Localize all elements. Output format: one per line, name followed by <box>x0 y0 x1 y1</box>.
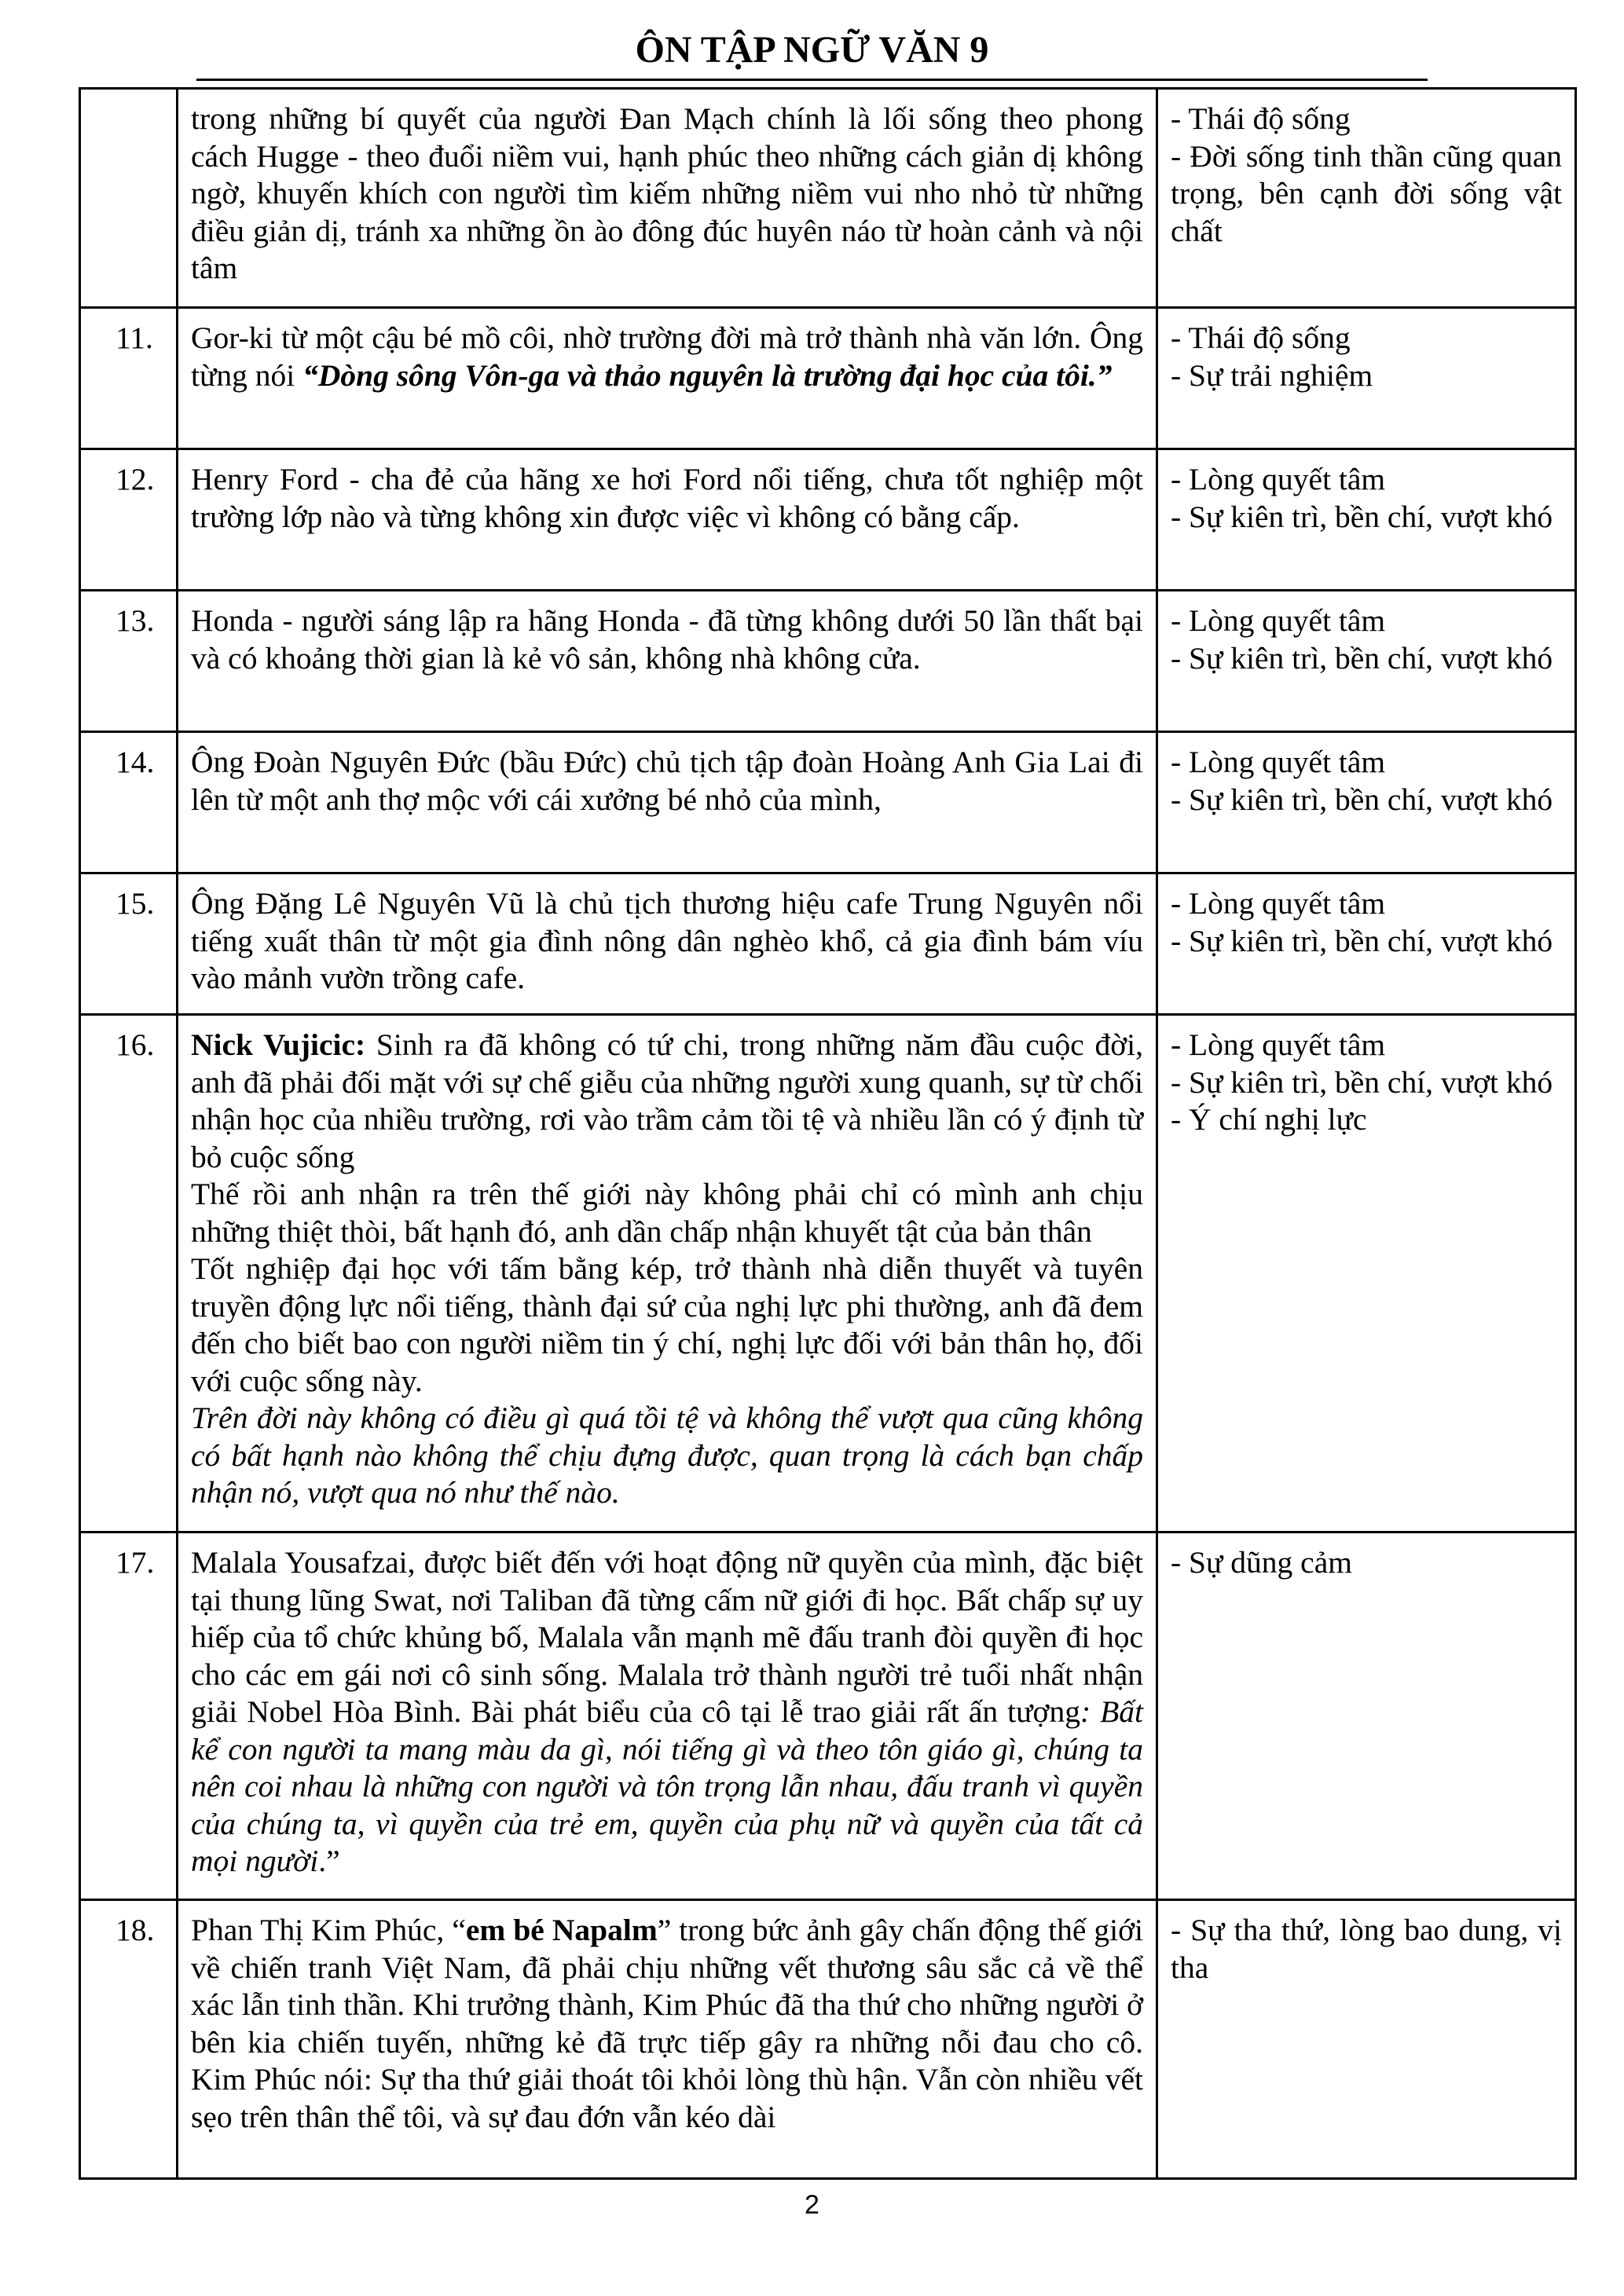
theme-cell <box>1157 449 1576 591</box>
theme-item: - Sự kiên trì, bền chí, vượt khó <box>1171 640 1553 676</box>
example-content: Ông Đặng Lê Nguyên Vũ là chủ tịch thương hiệu cafe Trung Nguyên nổi tiếng xuất thân từ một gia đình nông dân nghèo khổ, cả gia đình bám víu vào mảnh vườn trồng cafe. <box>178 873 1157 1015</box>
row-number: 17. <box>80 1532 178 1900</box>
theme-item: - Sự dũng cảm <box>1171 1545 1352 1580</box>
example-content <box>178 1015 1157 1532</box>
theme-item: - Sự kiên trì, bền chí, vượt khó <box>1171 923 1553 958</box>
table-row <box>80 591 1576 732</box>
table-row <box>80 873 1576 1015</box>
theme-item: - Thái độ sống <box>1171 320 1351 355</box>
table-row <box>80 449 1576 591</box>
theme-item: - Ý chí nghị lực <box>1171 1102 1367 1137</box>
row-number: 14. <box>80 732 178 873</box>
table-row <box>80 1015 1576 1532</box>
theme-item: - Lòng quyết tâm <box>1171 462 1386 496</box>
row-number: 11. <box>80 308 178 449</box>
row-number: 16. <box>80 1015 178 1532</box>
row-number <box>80 89 178 308</box>
page-title: ÔN TẬP NGỮ VĂN 9 <box>635 29 989 71</box>
table-row <box>80 1900 1576 2179</box>
content-paragraph <box>191 1027 1143 1176</box>
person-name: Nick Vujicic: <box>191 1027 366 1062</box>
table-row <box>80 89 1576 308</box>
theme-item: - Sự trải nghiệm <box>1171 357 1373 393</box>
quote-text: Trên đời này không có điều gì quá tồi tệ và không thể vượt qua cũng không có bất hạnh nào không thể chịu đựng được, quan trọng là cách bạn chấp nhận nó, vượt qua nó như thế nào. <box>191 1401 1143 1510</box>
row-number: 13. <box>80 591 178 732</box>
theme-item: - Lòng quyết tâm <box>1171 745 1386 779</box>
theme-cell <box>1157 308 1576 449</box>
content-text: .” <box>318 1844 340 1878</box>
theme-cell <box>1157 732 1576 873</box>
theme-item: - Sự kiên trì, bền chí, vượt khó <box>1171 782 1553 817</box>
examples-table <box>79 87 1577 2180</box>
example-content <box>178 1532 1157 1900</box>
theme-cell <box>1157 89 1576 308</box>
content-text: ” trong bức ảnh gây chấn động thế giới về chiến tranh Việt Nam, đã phải chịu những vết thương sâu sắc cả về thể xác lẫn tinh thần. Khi trưởng thành, Kim Phúc đã tha thứ cho những người ở bên kia chiến tuyến, những kẻ đã trực tiếp gây ra những nỗi đau cho cô. Kim Phúc nói: Sự tha thứ giải thoát tôi khỏi lòng thù hận. Vẫn còn nhiều vết sẹo trên thân thể tôi, và sự đau đớn vẫn kéo dài <box>191 1913 1143 2134</box>
example-content <box>178 1900 1157 2179</box>
content-text: Gor-ki từ một cậu bé mồ côi, nhờ trường đời mà trở thành nhà văn lớn. Ông từng nói <box>191 320 1143 393</box>
example-content <box>178 308 1157 449</box>
example-content: trong những bí quyết của người Đan Mạch chính là lối sống theo phong cách Hugge - theo đuổi niềm vui, hạnh phúc theo những cách giản dị không ngờ, khuyến khích con người tìm kiếm những niềm vui nho nhỏ từ những điều giản dị, tránh xa những ồn ào đông đúc huyên náo từ hoàn cảnh và nội tâm <box>178 89 1157 308</box>
example-content: Henry Ford - cha đẻ của hãng xe hơi Ford nổi tiếng, chưa tốt nghiệp một trường lớp nào và từng không xin được việc vì không có bằng cấp. <box>178 449 1157 591</box>
theme-cell <box>1157 873 1576 1015</box>
content-paragraph: Thế rồi anh nhận ra trên thế giới này không phải chỉ có mình anh chịu những thiệt thòi, bất hạnh đó, anh dần chấp nhận khuyết tật của bản thân <box>191 1177 1143 1249</box>
theme-cell <box>1157 591 1576 732</box>
content-text: Malala Yousafzai, được biết đến với hoạt động nữ quyền của mình, đặc biệt tại thung lũng Swat, nơi Taliban đã từng cấm nữ giới đi học. Bất chấp sự uy hiếp của tổ chức khủng bố, Malala vẫn mạnh mẽ đấu tranh đòi quyền đi học cho các em gái nơi cô sinh sống. Malala trở thành người trẻ tuổi nhất nhận giải Nobel Hòa Bình. Bài phát biểu của cô tại lễ trao giải rất ấn tượng <box>191 1545 1143 1729</box>
theme-cell <box>1157 1015 1576 1532</box>
table-row <box>80 308 1576 449</box>
content-paragraph: Tốt nghiệp đại học với tấm bằng kép, trở thành nhà diễn thuyết và tuyên truyền động lực nổi tiếng, thành đại sứ của nghị lực phi thường, anh đã đem đến cho biết bao con người niềm tin ý chí, nghị lực đối với bản thân họ, đối với cuộc sống này. <box>191 1251 1143 1398</box>
quote-text: “Dòng sông Vôn-ga và thảo nguyên là trường đại học của tôi.” <box>302 357 1113 393</box>
theme-cell <box>1157 1532 1576 1900</box>
theme-item: - Lòng quyết tâm <box>1171 1027 1386 1062</box>
example-content: Ông Đoàn Nguyên Đức (bầu Đức) chủ tịch tập đoàn Hoàng Anh Gia Lai đi lên từ một anh thợ mộc với cái xưởng bé nhỏ của mình, <box>178 732 1157 873</box>
theme-item: - Sự kiên trì, bền chí, vượt khó <box>1171 1064 1553 1100</box>
theme-cell <box>1157 1900 1576 2179</box>
table-row <box>80 1532 1576 1900</box>
theme-item: - Lòng quyết tâm <box>1171 603 1386 638</box>
theme-item: - Sự tha thứ, lòng bao dung, vị tha <box>1171 1913 1562 1985</box>
quote-text: : Bất kể con người ta mang màu da gì, nói tiếng gì và theo tôn giáo gì, chúng ta nên coi nhau là những con người và tôn trọng lẫn nhau, đấu tranh vì quyền của chúng ta, vì quyền của trẻ em, quyền của phụ nữ và quyền của tất cả mọi người <box>191 1694 1143 1878</box>
row-number: 18. <box>80 1900 178 2179</box>
theme-item: - Sự kiên trì, bền chí, vượt khó <box>1171 499 1553 534</box>
header-underline <box>196 79 1428 81</box>
page-number: 2 <box>805 2190 819 2220</box>
bold-phrase: em bé Napalm <box>465 1913 658 1947</box>
theme-item: - Lòng quyết tâm <box>1171 886 1386 921</box>
table-row <box>80 732 1576 873</box>
content-text: Phan Thị Kim Phúc, “ <box>191 1913 466 1947</box>
row-number: 12. <box>80 449 178 591</box>
row-number: 15. <box>80 873 178 1015</box>
example-content: Honda - người sáng lập ra hãng Honda - đã từng không dưới 50 lần thất bại và có khoảng thời gian là kẻ vô sản, không nhà không cửa. <box>178 591 1157 732</box>
theme-item: - Thái độ sống <box>1171 101 1351 136</box>
theme-item: - Đời sống tinh thần cũng quan trọng, bên cạnh đời sống vật chất <box>1171 138 1562 248</box>
content-text: Sinh ra đã không có tứ chi, trong những năm đầu cuộc đời, anh đã phải đối mặt với sự chế giễu của những người xung quanh, sự từ chối nhận học của nhiều trường, rơi vào trầm cảm tồi tệ và nhiều lần có ý định từ bỏ cuộc sống <box>191 1027 1143 1174</box>
